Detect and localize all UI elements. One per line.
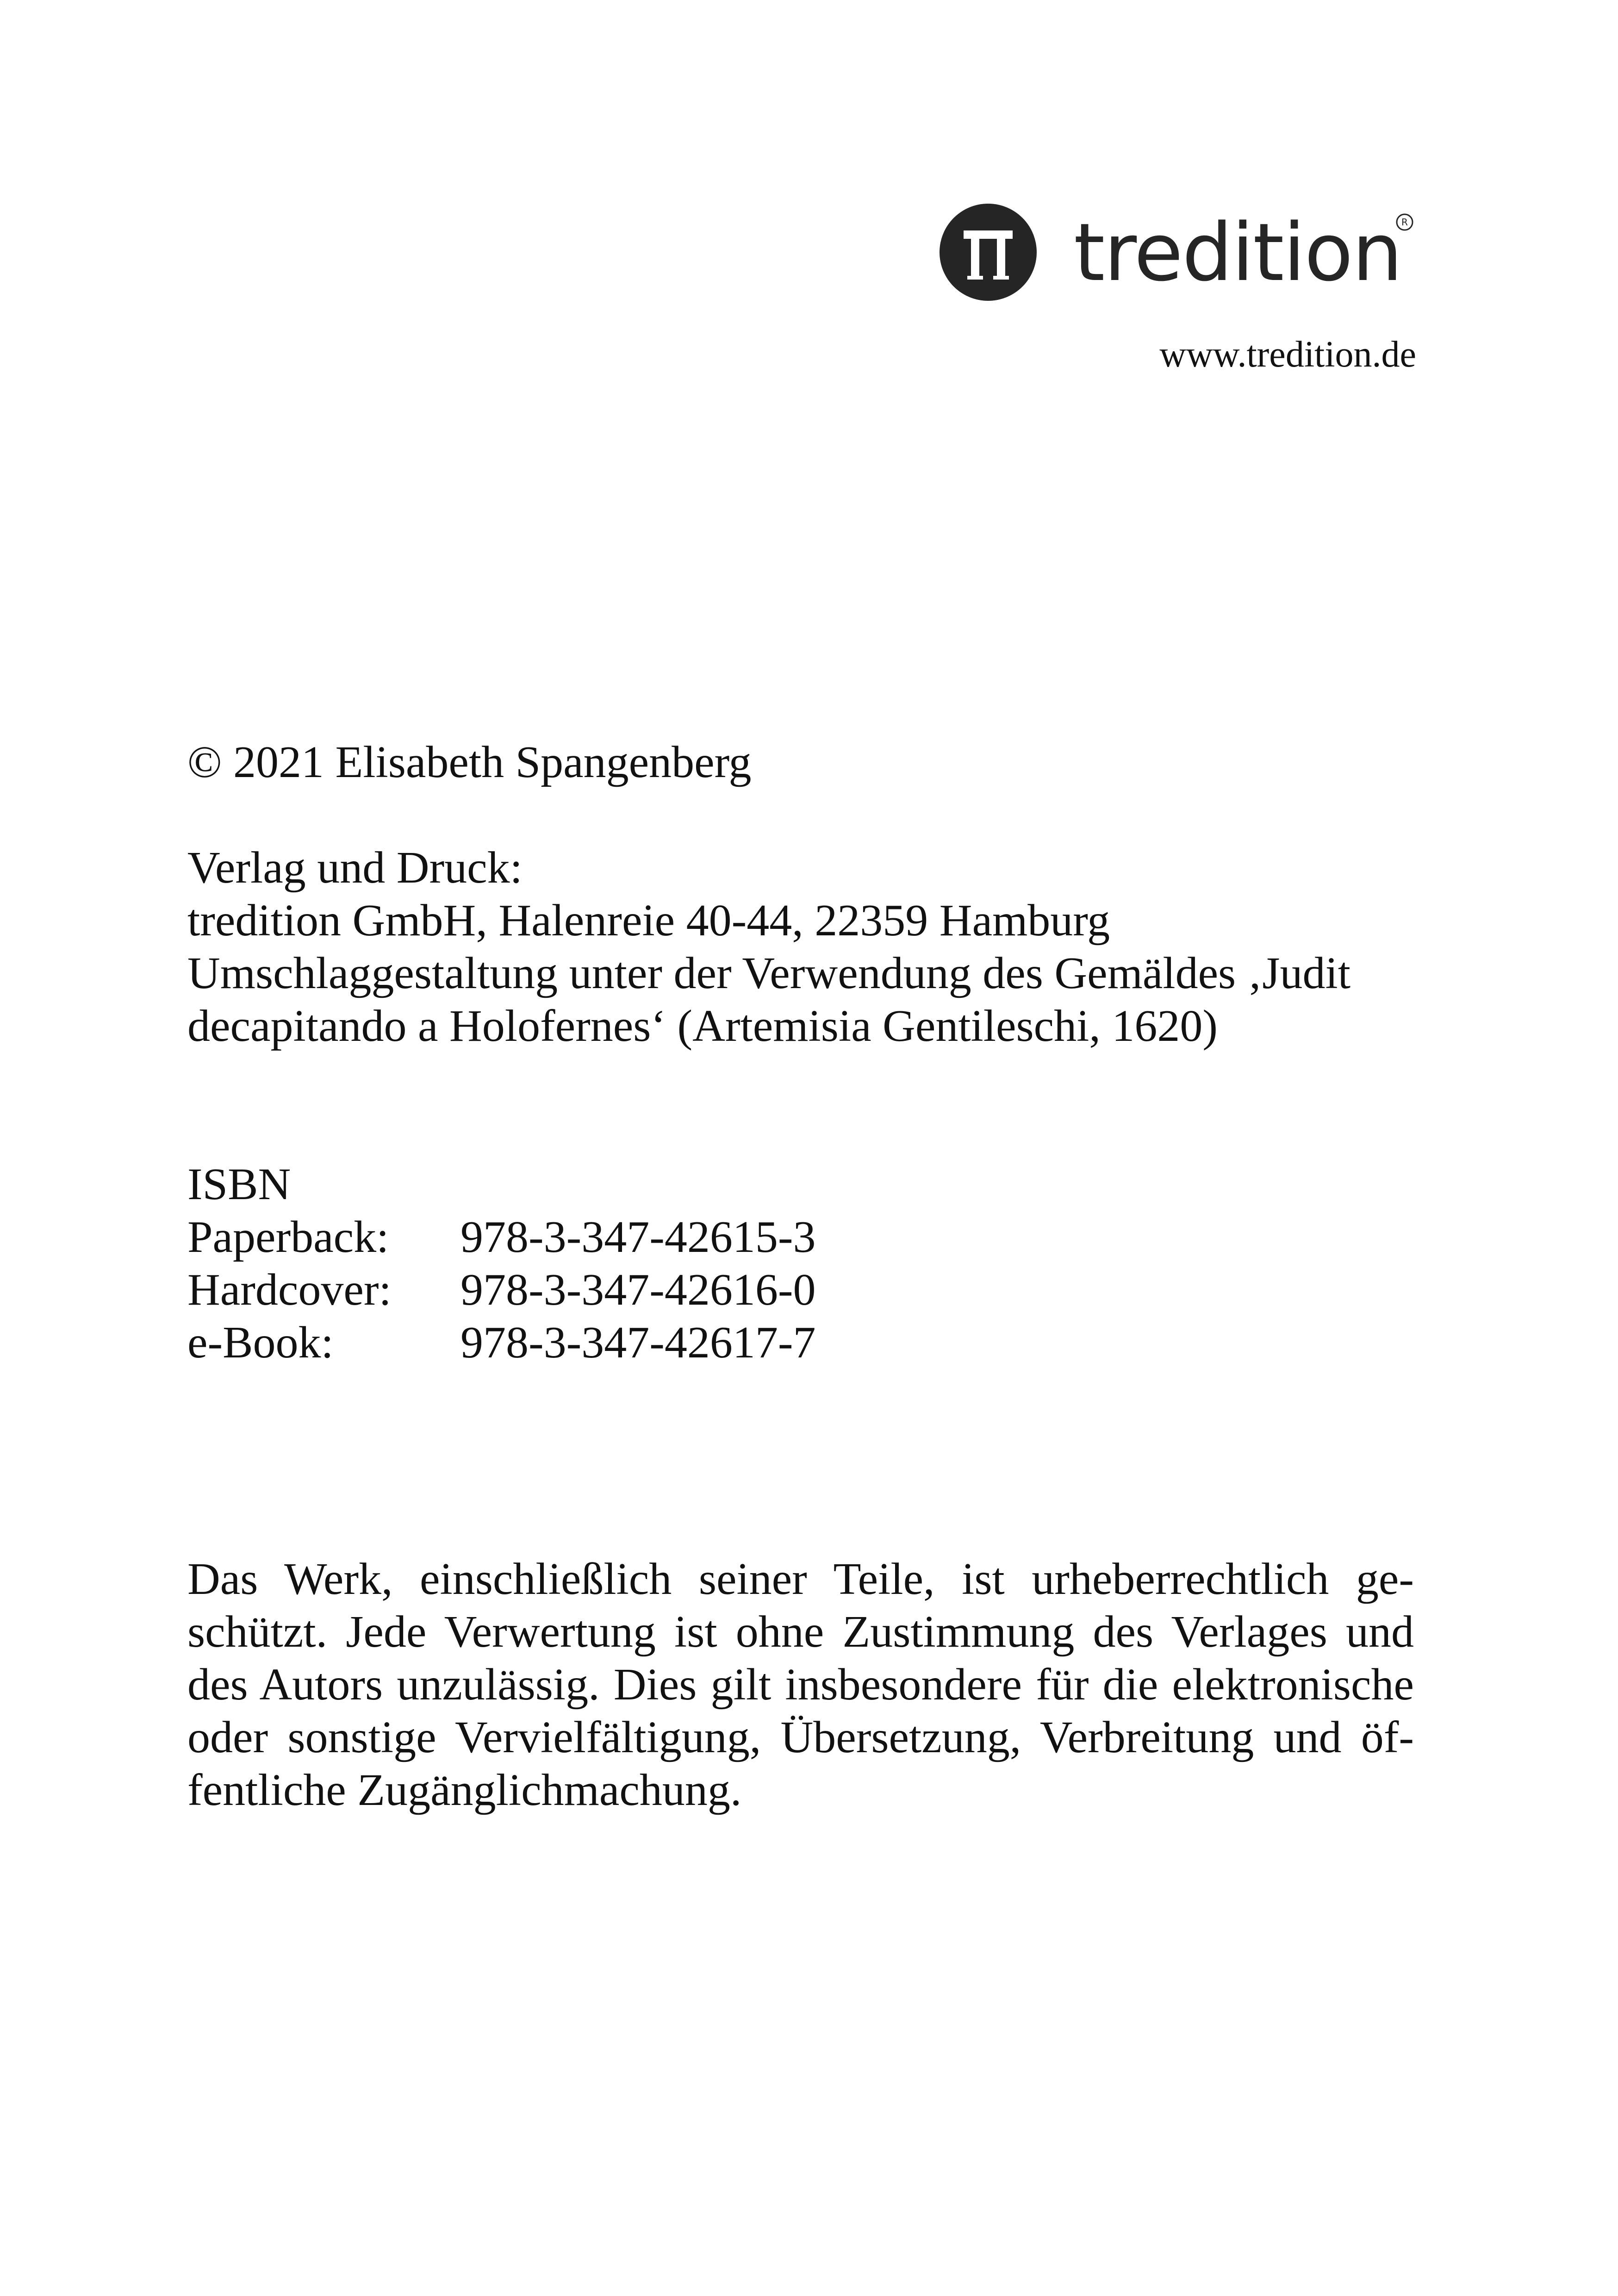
publisher-info	[187, 841, 1350, 1052]
publisher-address: tredition GmbH, Halenreie 40-44, 22359 Hamburg	[187, 896, 1110, 946]
isbn-number: 978-3-347-42615-3	[461, 1212, 816, 1262]
isbn-label: Hardcover:	[187, 1265, 392, 1315]
legal-line: Das Werk, einschließlich seiner Teile, ist urheberrechtlich ge-	[187, 1554, 1414, 1604]
isbn-number: 978-3-347-42616-0	[461, 1265, 816, 1315]
isbn-label: e-Book:	[187, 1318, 334, 1368]
cover-credit-line: decapitando a Holofernes‘ (Artemisia Gentileschi, 1620)	[187, 1001, 1218, 1051]
svg-text:R: R	[1401, 217, 1408, 228]
isbn-list	[187, 1158, 816, 1369]
legal-line: oder sonstige Vervielfältigung, Übersetzung, Verbreitung und öf-	[187, 1712, 1414, 1762]
isbn-label: Paperback:	[187, 1212, 389, 1262]
registered-mark-icon	[1395, 213, 1414, 231]
legal-notice	[187, 1553, 1414, 1817]
isbn-row	[187, 1316, 816, 1369]
isbn-heading: ISBN	[187, 1159, 291, 1209]
isbn-number: 978-3-347-42617-7	[461, 1318, 816, 1368]
legal-line: schützt. Jede Verwertung ist ohne Zustimmung des Verlages und	[187, 1607, 1414, 1657]
legal-line: fentliche Zugänglichmachung.	[187, 1765, 742, 1815]
publisher-heading: Verlag und Druck:	[187, 843, 523, 893]
isbn-row	[187, 1263, 816, 1316]
legal-line: des Autors unzulässig. Dies gilt insbesondere für die elektronische	[187, 1660, 1414, 1710]
copyright-notice: © 2021 Elisabeth Spangenberg	[187, 737, 752, 787]
publisher-logo	[940, 204, 1416, 301]
publisher-website: www.tredition.de	[1159, 334, 1416, 375]
tredition-t-logo-icon	[940, 204, 1037, 301]
cover-credit-line: Umschlaggestaltung unter der Verwendung des Gemäldes ‚Judit	[187, 948, 1350, 998]
isbn-row	[187, 1211, 816, 1263]
logo-wordmark: tredition	[1074, 206, 1402, 299]
